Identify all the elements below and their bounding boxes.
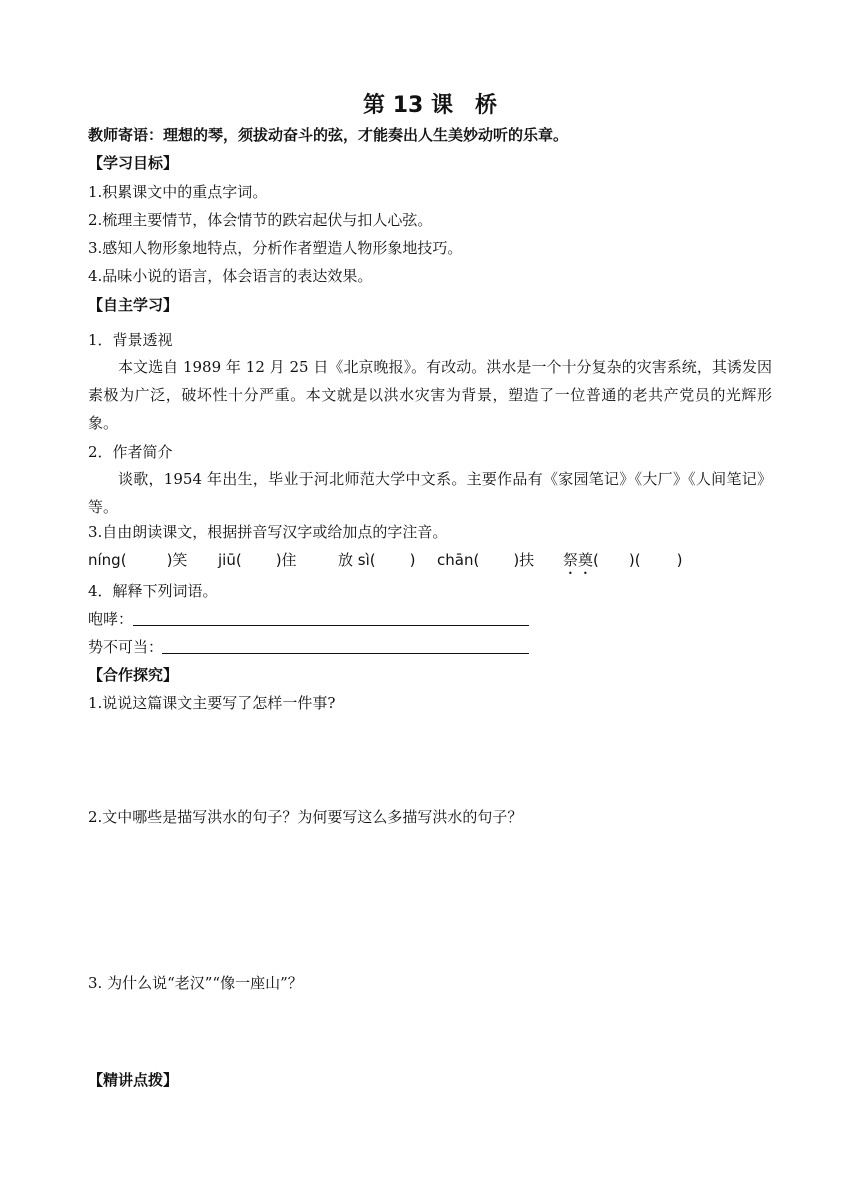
- background-title: 1．背景透视: [88, 331, 173, 349]
- pinyin-item: jiū( )住: [218, 551, 297, 569]
- section-header-goals: 【学习目标】: [88, 154, 179, 172]
- goal-item: 2.梳理主要情节，体会情节的跌宕起伏与扣人心弦。: [88, 211, 433, 229]
- answer-line[interactable]: [133, 625, 529, 626]
- define-question: 4．解释下列词语。: [88, 582, 218, 600]
- goal-item: 3.感知人物形象地特点，分析作者塑造人物形象地技巧。: [88, 239, 463, 257]
- dotted-word: 祭奠: [563, 551, 594, 569]
- author-title: 2．作者简介: [88, 443, 173, 461]
- pinyin-item: 放 sì( ): [338, 551, 416, 569]
- section-header-coop: 【合作探究】: [88, 666, 179, 684]
- pinyin-item: níng( )笑: [88, 551, 188, 569]
- dotted-word-item: 祭奠( )( ): [563, 551, 683, 569]
- page-title: 第 13 课 桥: [363, 93, 497, 118]
- goal-item: 1.积累课文中的重点字词。: [88, 183, 268, 201]
- term-label: 咆哮：: [88, 610, 134, 628]
- coop-question: 2.文中哪些是描写洪水的句子？为何要写这么多描写洪水的句子？: [88, 808, 523, 826]
- pinyin-item: chān( )扶: [437, 551, 535, 569]
- coop-question: 1.说说这篇课文主要写了怎样一件事?: [88, 694, 336, 712]
- answer-line[interactable]: [162, 653, 529, 654]
- author-text: 谈歌，1954 年出生，毕业于河北师范大学中文系。主要作品有《家园笔记》《大厂》《人间笔记》等。: [88, 470, 772, 516]
- teacher-motto: 教师寄语：理想的琴，须拔动奋斗的弦，才能奏出人生美妙动听的乐章。: [88, 126, 569, 144]
- section-header-guide: 【精讲点拨】: [88, 1071, 179, 1089]
- coop-question: 3. 为什么说“老汉”“像一座山”？: [88, 974, 303, 992]
- term-label: 势不可当：: [88, 638, 164, 656]
- background-text: 本文选自 1989 年 12 月 25 日《北京晚报》。有改动。洪水是一个十分复杂的灾害系统，其诱发因素极为广泛，破坏性十分严重。本文就是以洪水灾害为背景，塑造了一位普通的老共产党员的光辉形象。: [88, 358, 772, 432]
- section-header-self-study: 【自主学习】: [88, 296, 179, 314]
- goal-item: 4.品味小说的语言，体会语言的表达效果。: [88, 267, 373, 285]
- pinyin-question: 3.自由朗读课文，根据拼音写汉字或给加点的字注音。: [88, 523, 448, 541]
